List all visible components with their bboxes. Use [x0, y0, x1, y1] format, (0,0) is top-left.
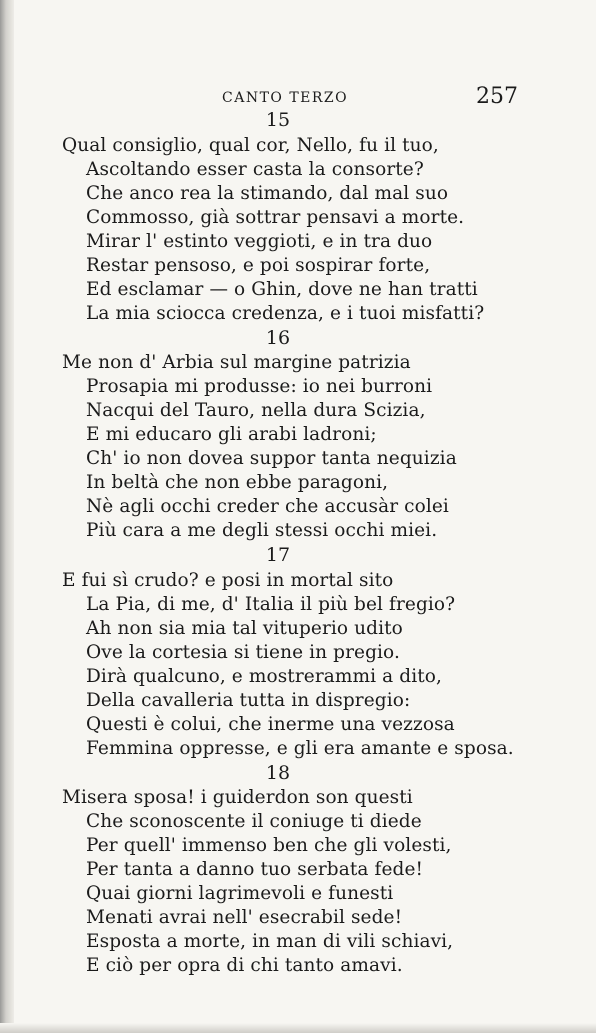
verse-line: E fui sì crudo? e posi in mortal sito	[62, 569, 394, 591]
verse-line: Della cavalleria tutta in dispregio:	[86, 689, 411, 711]
verse-line: Commosso, già sottrar pensavi a morte.	[86, 206, 465, 228]
verse-line: Ascoltando esser casta la consorte?	[86, 158, 424, 180]
verse-line: Ove la cortesia si tiene in pregio.	[86, 641, 400, 663]
verse-line: La mia sciocca credenza, e i tuoi misfatti?	[86, 302, 485, 324]
stanza-number: 17	[265, 544, 291, 566]
verse-line: Per tanta a danno tuo serbata fede!	[86, 859, 424, 880]
verse-line: Quai giorni lagrimevoli e funesti	[86, 883, 394, 904]
verse-line: La Pia, di me, d' Italia il più bel fregio?	[86, 593, 456, 615]
verse-line: Femmina oppresse, e gli era amante e sposa.	[86, 737, 514, 759]
stanza-number: 16	[265, 326, 291, 349]
poem-text	[0, 108, 596, 978]
verse-line: Ed esclamar — o Ghin, dove ne han tratti	[86, 278, 478, 300]
verse-line: Dirà qualcuno, e mostrerammi a dito,	[86, 665, 443, 687]
verse-line: Qual consiglio, qual cor, Nello, fu il tuo,	[62, 134, 439, 156]
verse-line: Prosapia mi produsse: io nei burroni	[86, 376, 433, 397]
verse-line: Esposta a morte, in man di vili schiavi,	[86, 931, 454, 952]
verse-line: Per quell' immenso ben che gli volesti,	[86, 835, 452, 856]
verse-line: Ch' io non dovea suppor tanta nequizia	[86, 448, 457, 469]
verse-line: Menati avrai nell' esecrabil sede!	[86, 907, 403, 928]
verse-line: Più cara a me degli stessi occhi miei.	[86, 520, 438, 541]
stanza-number: 18	[265, 761, 291, 784]
verse-line: Nè agli occhi creder che accusàr colei	[86, 496, 449, 517]
verse-line: E mi educaro gli arabi ladroni;	[86, 424, 377, 445]
verse-line: Restar pensoso, e poi sospirar forte,	[86, 254, 431, 276]
verse-line: E ciò per opra di chi tanto amavi.	[86, 955, 403, 976]
verse-line: Mirar l' estinto veggioti, e in tra duo	[86, 230, 433, 252]
verse-line: Me non d' Arbia sul margine patrizia	[62, 352, 411, 373]
running-title: CANTO TERZO	[222, 90, 349, 106]
verse-line: Che sconoscente il coniuge ti diede	[86, 811, 422, 832]
page-bottom-shadow	[0, 1023, 596, 1033]
verse-line: In beltà che non ebbe paragoni,	[86, 472, 389, 493]
page-number: 257	[476, 84, 518, 109]
verse-line: Ah non sia mia tal vituperio udito	[86, 617, 403, 639]
stanza-number: 15	[265, 109, 291, 131]
verse-line: Nacqui del Tauro, nella dura Scizia,	[86, 400, 426, 421]
verse-line: Che anco rea la stimando, dal mal suo	[86, 182, 449, 204]
verse-line: Misera sposa! i guiderdon son questi	[62, 787, 413, 808]
verse-line: Questi è colui, che inerme una vezzosa	[86, 713, 455, 735]
